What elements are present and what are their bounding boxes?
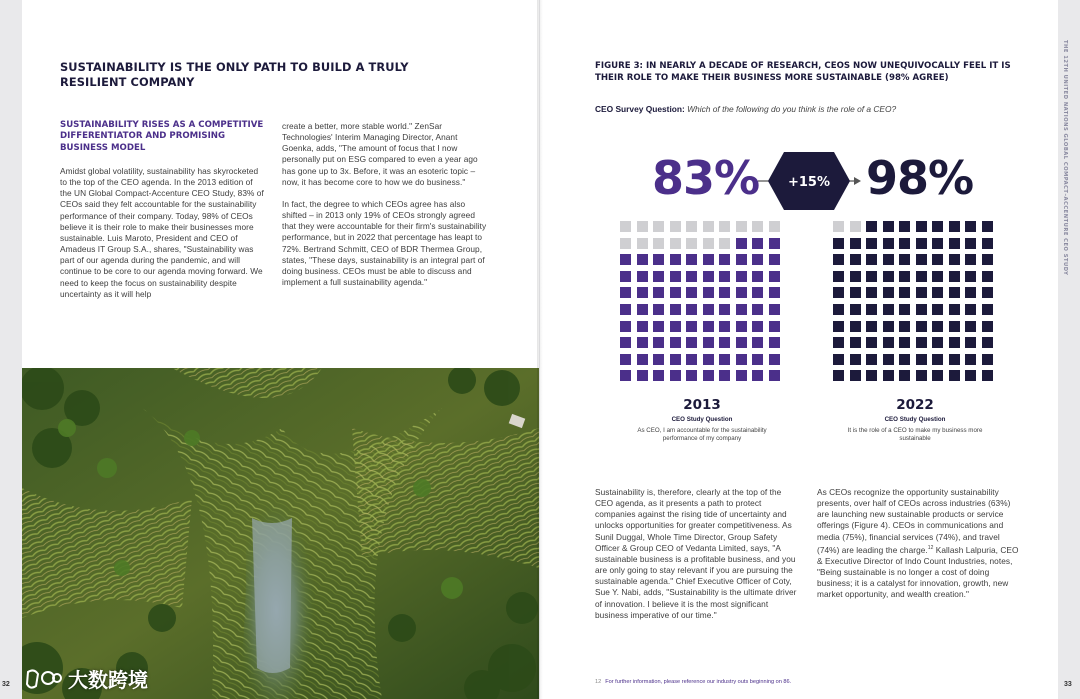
year-label-2022: 2022 (896, 397, 934, 413)
waffle-cell-filled (752, 321, 763, 332)
waffle-cell-filled (850, 370, 861, 381)
waffle-cell-filled (965, 304, 976, 315)
body-paragraph-right-2 (817, 487, 1022, 600)
waffle-cell-filled (736, 337, 747, 348)
waffle-cell-filled (916, 287, 927, 298)
waffle-cell-filled (982, 321, 993, 332)
waffle-cell-filled (736, 370, 747, 381)
waffle-cell-filled (982, 370, 993, 381)
arrow-head (854, 177, 861, 185)
waffle-cell-filled (916, 238, 927, 249)
waffle-cell-empty (653, 238, 664, 249)
waffle-cell-filled (932, 370, 943, 381)
waffle-cell-filled (833, 271, 844, 282)
waffle-cell-empty (686, 238, 697, 249)
waffle-cell-filled (620, 254, 631, 265)
waffle-cell-filled (899, 354, 910, 365)
waffle-cell-filled (899, 304, 910, 315)
waffle-cell-filled (949, 238, 960, 249)
running-header-vertical (1062, 40, 1074, 280)
waffle-cell-filled (883, 238, 894, 249)
vertical-title-text: THE 12TH UNITED NATIONS GLOBAL COMPACT–ACCENTURE CEO STUDY (1062, 40, 1068, 276)
waffle-cell-filled (752, 337, 763, 348)
pct-2013: 83% (652, 151, 760, 205)
waffle-cell-filled (932, 287, 943, 298)
spine-shadow (537, 0, 543, 699)
waffle-cell-filled (833, 304, 844, 315)
waffle-cell-filled (949, 354, 960, 365)
waffle-cell-filled (620, 354, 631, 365)
pct-2022: 98% (866, 151, 974, 205)
waffle-cell-empty (833, 221, 844, 232)
waffle-cell-filled (703, 354, 714, 365)
waffle-cell-filled (719, 254, 730, 265)
waffle-cell-filled (769, 254, 780, 265)
waffle-cell-empty (620, 221, 631, 232)
waffle-cell-filled (850, 354, 861, 365)
waffle-cell-filled (932, 254, 943, 265)
waffle-cell-empty (752, 221, 763, 232)
waffle-cell-filled (866, 271, 877, 282)
waffle-cell-filled (965, 287, 976, 298)
change-arrow (754, 150, 864, 212)
waffle-cell-filled (703, 304, 714, 315)
waffle-cell-filled (620, 337, 631, 348)
waffle-cell-filled (736, 254, 747, 265)
waffle-cell-filled (703, 370, 714, 381)
waffle-cell-filled (769, 238, 780, 249)
waffle-cell-filled (949, 304, 960, 315)
waffle-cell-filled (982, 238, 993, 249)
study-desc-2022: It is the role of a CEO to make my business more sustainable (847, 427, 983, 443)
waffle-grid-2013 (620, 221, 784, 381)
waffle-cell-filled (883, 221, 894, 232)
waffle-cell-empty (686, 221, 697, 232)
waffle-cell-filled (670, 271, 681, 282)
waffle-cell-filled (932, 271, 943, 282)
left-page-number: 32 (2, 681, 10, 688)
waffle-cell-empty (719, 221, 730, 232)
waffle-cell-filled (850, 238, 861, 249)
waffle-cell-filled (686, 254, 697, 265)
waffle-cell-filled (965, 271, 976, 282)
body-column-2 (282, 121, 487, 299)
waffle-cell-filled (850, 271, 861, 282)
survey-question (595, 104, 1035, 114)
waffle-cell-filled (670, 354, 681, 365)
waffle-cell-filled (670, 370, 681, 381)
waffle-cell-filled (752, 271, 763, 282)
waffle-cell-filled (866, 321, 877, 332)
waffle-cell-filled (850, 321, 861, 332)
waffle-cell-filled (752, 238, 763, 249)
waffle-cell-empty (769, 221, 780, 232)
page-title: SUSTAINABILITY IS THE ONLY PATH TO BUILD A TRULY RESILIENT COMPANY (60, 60, 409, 89)
waffle-cell-filled (899, 337, 910, 348)
waffle-cell-filled (833, 321, 844, 332)
waffle-cell-filled (670, 254, 681, 265)
watermark-logo-icon (24, 666, 62, 692)
waffle-cell-filled (769, 370, 780, 381)
waffle-cell-filled (719, 370, 730, 381)
watermark-text: 大数跨境 (68, 670, 148, 692)
section-subtitle: SUSTAINABILITY RISES AS A COMPETITIVE DIFFERENTIATOR AND PROMISING BUSINESS MODEL (60, 120, 264, 153)
waffle-cell-filled (899, 221, 910, 232)
waffle-cell-filled (833, 238, 844, 249)
waffle-cell-filled (883, 337, 894, 348)
waffle-cell-filled (653, 370, 664, 381)
waffle-cell-filled (736, 354, 747, 365)
waffle-cell-filled (965, 354, 976, 365)
waffle-cell-filled (833, 337, 844, 348)
waffle-cell-filled (866, 304, 877, 315)
waffle-cell-filled (703, 271, 714, 282)
question-text: Which of the following do you think is the role of a CEO? (687, 104, 897, 114)
waffle-cell-filled (949, 287, 960, 298)
paragraph-right-2b: Kallash Lalpuria, CEO & Executive Director of Indo Count Industries, notes, "Being sustainable is no longer a cost of doing business; it is a catalyst for innovation, growth, new market opportunity, and wealth creation." (817, 544, 1019, 600)
body-paragraph-1: Amidst global volatility, sustainability has skyrocketed to the top of the CEO agenda. In the 2013 edition of the UN Global Compact-Accenture CEO Study, 83% of CEOs said they felt accountable for the sustainability performance of their company. Today, 98% of CEOs believe it is their role to make their businesses more sustainable. Luis Maroto, President and CEO of Amadeus IT Group S.A., shares, "Sustainability was part of our agenda during the pandemic, and will continue to be core to our agenda moving forward. We need to keep the focus on sustainability despite uncertainty as it will help (60, 166, 264, 299)
waffle-cell-filled (866, 221, 877, 232)
waffle-cell-filled (686, 304, 697, 315)
waffle-cell-filled (769, 321, 780, 332)
waffle-cell-filled (965, 221, 976, 232)
waffle-cell-filled (899, 254, 910, 265)
waffle-cell-filled (883, 354, 894, 365)
waffle-cell-filled (949, 254, 960, 265)
waffle-cell-filled (670, 337, 681, 348)
waffle-cell-filled (965, 238, 976, 249)
waffle-cell-filled (736, 321, 747, 332)
waffle-cell-filled (932, 238, 943, 249)
figure-title: FIGURE 3: IN NEARLY A DECADE OF RESEARCH, CEOS NOW UNEQUIVOCALLY FEEL IT IS THEIR ROLE TO MAKE THEIR BUSINESS MORE SUSTAINABLE (98% AGREE) (595, 61, 1011, 84)
rice-terrace-aerial-photo (22, 368, 539, 699)
waffle-cell-empty (653, 221, 664, 232)
waffle-cell-empty (637, 238, 648, 249)
waffle-cell-filled (916, 304, 927, 315)
body-paragraph-right-1: Sustainability is, therefore, clearly at the top of the CEO agenda, as it presents a path to protect companies against the rising tide of uncertainty and unlocks opportunities for greater competitiveness. As Sunil Duggal, Whole Time Director, Group Safety Officer & Group CEO of Vedanta Limited, says, "A sustainable business is a profitable business, and you are only going to stay relevant if you are pursuing the sustainable agenda." Chief Executive Officer of Coty, Sue Y. Nabi, adds, "Sustainability is the ultimate driver of innovation. I believe it is the most significant business imperative of our time." (595, 487, 797, 620)
waffle-cell-filled (637, 321, 648, 332)
waffle-cell-filled (703, 321, 714, 332)
right-page (540, 0, 1058, 699)
waffle-cell-filled (833, 254, 844, 265)
waffle-cell-filled (916, 354, 927, 365)
body-paragraph-3: In fact, the degree to which CEOs agree has also shifted – in 2013 only 19% of CEOs strongly agreed that they were accountable for their firm's sustainability performance, but in 2022 that percentage has leapt to 72%. Bertrand Schmitt, CEO of BDR Thermea Group, states, "These days, sustainability is an integral part of doing business. CEOs must be able to discuss and implement a full sustainability agenda." (282, 198, 487, 288)
waffle-cell-filled (982, 304, 993, 315)
study-label-2022: CEO Study Question (884, 416, 946, 423)
waffle-cell-filled (736, 238, 747, 249)
waffle-cell-filled (850, 337, 861, 348)
waffle-cell-empty (703, 221, 714, 232)
waffle-cell-filled (982, 337, 993, 348)
waffle-cell-filled (653, 354, 664, 365)
waffle-cell-empty (670, 221, 681, 232)
waffle-cell-filled (899, 370, 910, 381)
waffle-cell-filled (916, 370, 927, 381)
waffle-cell-filled (982, 254, 993, 265)
watermark (24, 664, 148, 693)
waffle-cell-filled (883, 254, 894, 265)
question-label: CEO Survey Question: (595, 104, 685, 114)
waffle-cell-filled (637, 354, 648, 365)
waffle-cell-filled (866, 370, 877, 381)
waffle-cell-filled (769, 354, 780, 365)
waffle-cell-filled (866, 354, 877, 365)
waffle-cell-filled (752, 287, 763, 298)
waffle-cell-filled (703, 337, 714, 348)
waffle-cell-filled (899, 321, 910, 332)
waffle-cell-filled (949, 321, 960, 332)
waffle-cell-filled (637, 271, 648, 282)
waffle-cell-filled (769, 271, 780, 282)
waffle-cell-filled (932, 304, 943, 315)
waffle-cell-filled (620, 271, 631, 282)
waffle-cell-filled (899, 271, 910, 282)
waffle-cell-filled (899, 287, 910, 298)
waffle-cell-filled (916, 337, 927, 348)
waffle-cell-filled (769, 287, 780, 298)
waffle-cell-filled (949, 271, 960, 282)
waffle-cell-filled (949, 370, 960, 381)
waffle-cell-filled (620, 304, 631, 315)
waffle-cell-filled (850, 254, 861, 265)
waffle-cell-filled (866, 287, 877, 298)
waffle-cell-filled (703, 287, 714, 298)
waffle-cell-filled (719, 304, 730, 315)
waffle-cell-filled (883, 271, 894, 282)
waffle-cell-filled (752, 354, 763, 365)
body-paragraph-2: create a better, more stable world." ZenSar Technologies' Interim Managing Director, Anant Goenka, adds, "The amount of focus that I now personally put on ESG compared to even a year ago has gone up to 3x. Before, it was an esoteric topic – now, it has become core to how we do business." (282, 121, 478, 187)
study-desc-2013: As CEO, I am accountable for the sustainability performance of my company (637, 427, 767, 443)
footnote-number: 12 (595, 679, 602, 685)
waffle-cell-filled (769, 337, 780, 348)
waffle-cell-filled (965, 370, 976, 381)
waffle-cell-filled (916, 271, 927, 282)
waffle-cell-empty (850, 221, 861, 232)
waffle-cell-filled (719, 287, 730, 298)
waffle-cell-filled (686, 337, 697, 348)
waffle-cell-filled (637, 254, 648, 265)
waffle-cell-filled (719, 337, 730, 348)
waffle-cell-filled (850, 304, 861, 315)
waffle-cell-filled (686, 287, 697, 298)
waffle-grid-2022 (833, 221, 997, 381)
footnote-ref[interactable]: 12 (927, 544, 934, 551)
waffle-cell-filled (736, 304, 747, 315)
waffle-cell-filled (965, 337, 976, 348)
change-label: +15% (787, 175, 831, 190)
waffle-cell-filled (637, 337, 648, 348)
waffle-cell-filled (866, 254, 877, 265)
waffle-cell-filled (670, 287, 681, 298)
waffle-cell-filled (752, 304, 763, 315)
waffle-cell-filled (653, 271, 664, 282)
waffle-cell-filled (719, 321, 730, 332)
paragraph-right-2a: As CEOs recognize the opportunity sustainability presents, over half of CEOs across industries (63%) are launching new sustainable products or service offerings (Figure 4). CEOs in communications and media (75%), financial services (74%), and travel (74%) are leading the charge. (817, 487, 1011, 555)
waffle-cell-filled (883, 370, 894, 381)
waffle-cell-filled (703, 254, 714, 265)
waffle-cell-filled (916, 254, 927, 265)
waffle-cell-filled (637, 304, 648, 315)
right-page-number: 33 (1064, 681, 1072, 688)
waffle-cell-filled (736, 287, 747, 298)
waffle-cell-filled (932, 321, 943, 332)
waffle-cell-filled (653, 321, 664, 332)
waffle-cell-filled (883, 287, 894, 298)
waffle-cell-filled (670, 304, 681, 315)
waffle-cell-empty (719, 238, 730, 249)
waffle-cell-empty (736, 221, 747, 232)
waffle-cell-filled (932, 337, 943, 348)
waffle-cell-filled (866, 337, 877, 348)
waffle-cell-filled (620, 287, 631, 298)
waffle-cell-filled (916, 321, 927, 332)
waffle-cell-filled (899, 238, 910, 249)
year-label-2013: 2013 (683, 397, 721, 413)
waffle-cell-filled (982, 271, 993, 282)
waffle-cell-filled (883, 321, 894, 332)
study-label-2013: CEO Study Question (671, 416, 733, 423)
waffle-cell-filled (620, 370, 631, 381)
waffle-cell-empty (620, 238, 631, 249)
waffle-cell-filled (982, 354, 993, 365)
waffle-cell-filled (686, 271, 697, 282)
waffle-cell-filled (932, 221, 943, 232)
waffle-cell-filled (637, 370, 648, 381)
waffle-cell-filled (833, 287, 844, 298)
waffle-cell-filled (752, 254, 763, 265)
waffle-cell-filled (932, 354, 943, 365)
waffle-cell-empty (703, 238, 714, 249)
waffle-cell-filled (670, 321, 681, 332)
left-page (22, 0, 539, 699)
waffle-cell-filled (769, 304, 780, 315)
waffle-cell-filled (883, 304, 894, 315)
waffle-cell-empty (670, 238, 681, 249)
waffle-cell-filled (965, 321, 976, 332)
waffle-cell-filled (686, 370, 697, 381)
waffle-cell-filled (982, 287, 993, 298)
waffle-cell-filled (653, 287, 664, 298)
waffle-cell-filled (653, 337, 664, 348)
waffle-cell-filled (965, 254, 976, 265)
waffle-cell-filled (949, 337, 960, 348)
waffle-cell-filled (653, 304, 664, 315)
waffle-cell-filled (833, 354, 844, 365)
waffle-cell-filled (982, 221, 993, 232)
waffle-cell-filled (833, 370, 844, 381)
footnote (595, 679, 791, 685)
waffle-cell-filled (653, 254, 664, 265)
waffle-cell-filled (620, 321, 631, 332)
waffle-cell-filled (686, 354, 697, 365)
waffle-cell-filled (916, 221, 927, 232)
footnote-text[interactable]: For further information, please reference our industry outs beginning on 86. (605, 679, 792, 685)
waffle-cell-filled (949, 221, 960, 232)
waffle-cell-filled (736, 271, 747, 282)
waffle-cell-empty (637, 221, 648, 232)
waffle-cell-filled (719, 354, 730, 365)
waffle-cell-filled (686, 321, 697, 332)
waffle-cell-filled (752, 370, 763, 381)
waffle-cell-filled (719, 271, 730, 282)
waffle-cell-filled (850, 287, 861, 298)
waffle-cell-filled (637, 287, 648, 298)
waffle-cell-filled (866, 238, 877, 249)
